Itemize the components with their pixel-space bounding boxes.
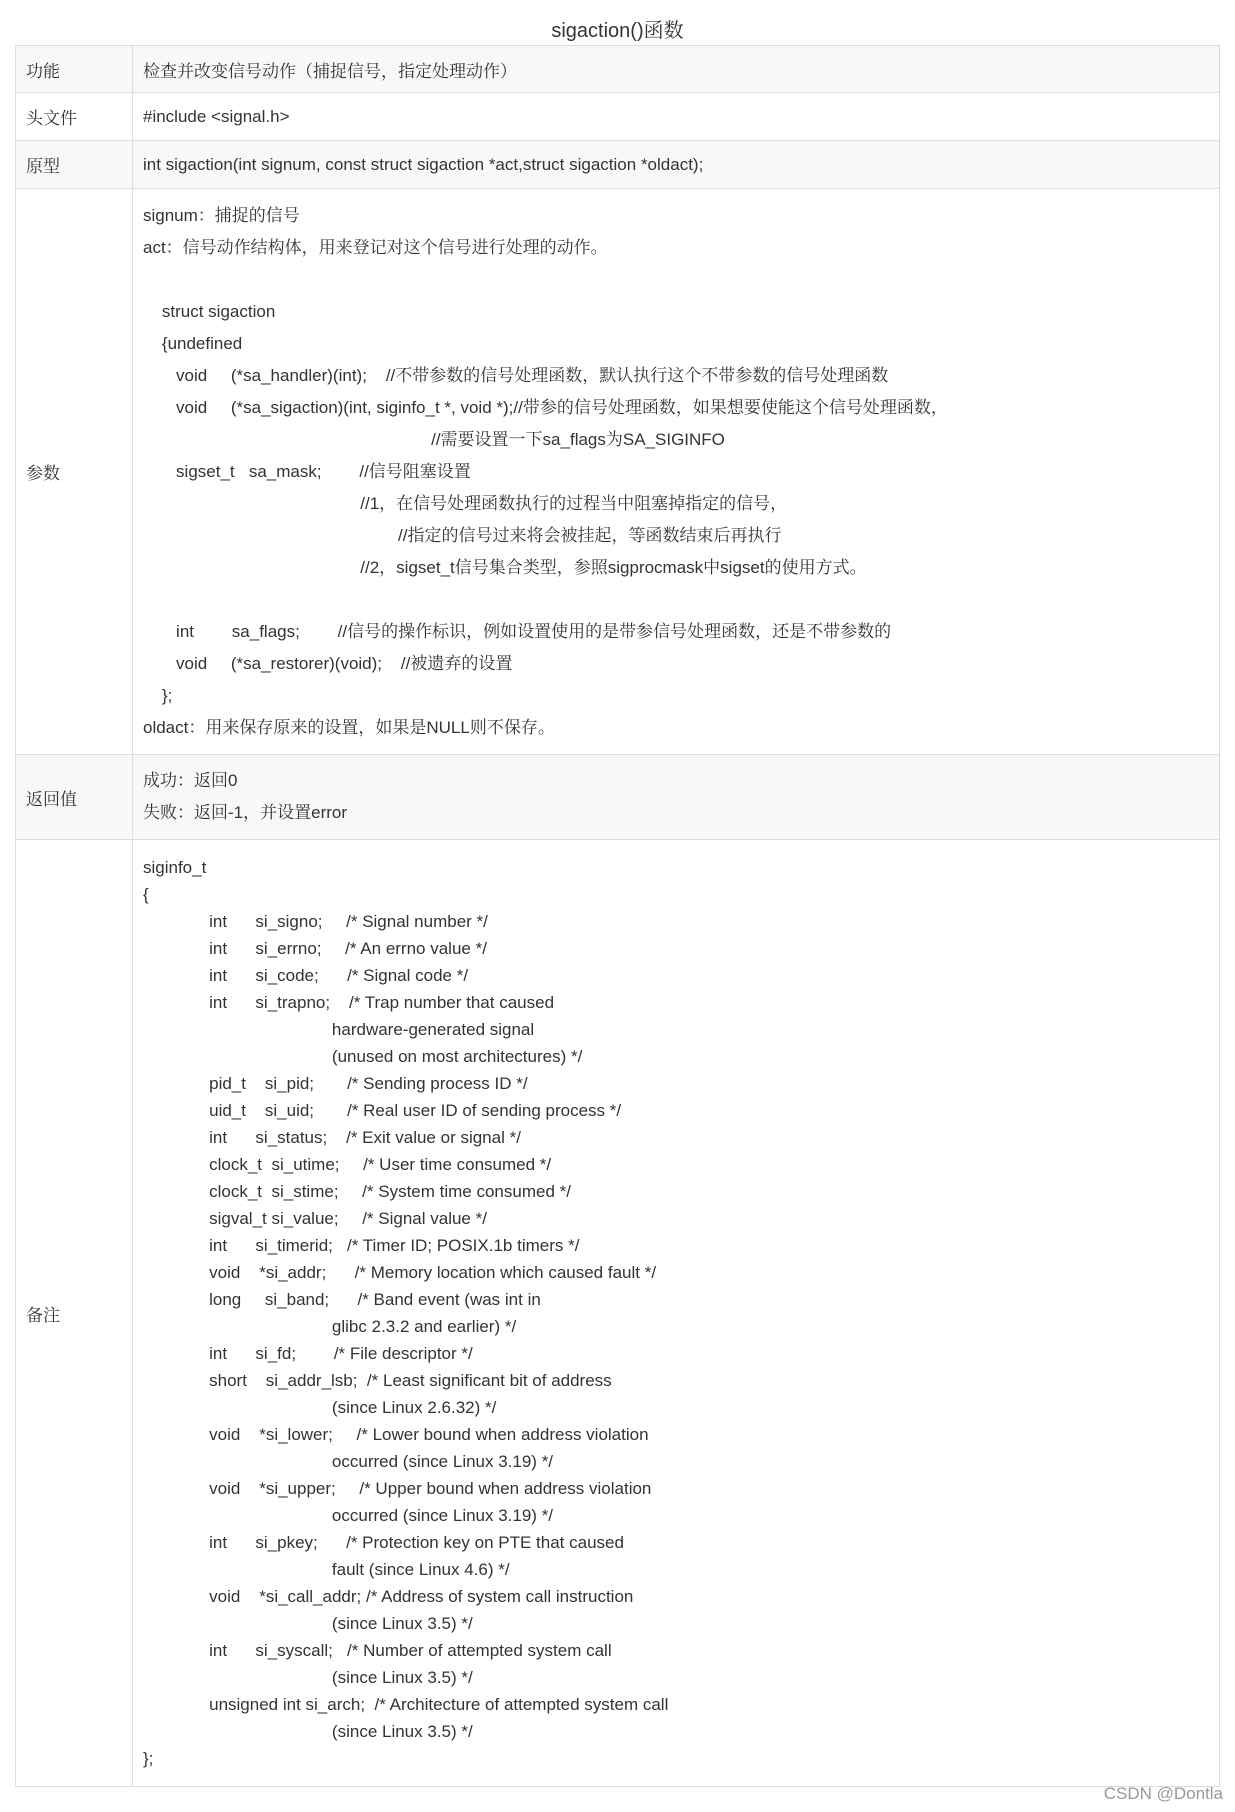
notes-line: hardware-generated signal: [143, 1020, 535, 1039]
notes-line: (unused on most architectures) */: [143, 1047, 583, 1066]
notes-line: };: [143, 1749, 154, 1768]
notes-line: siginfo_t: [143, 858, 207, 877]
notes-line: (since Linux 3.5) */: [143, 1668, 473, 1687]
return-line: 失败：返回-1，并设置error: [143, 803, 348, 822]
notes-line: int si_code; /* Signal code */: [143, 966, 469, 985]
notes-line: void *si_lower; /* Lower bound when address violation: [143, 1425, 649, 1444]
params-line: //1，在信号处理函数执行的过程当中阻塞掉指定的信号，: [143, 493, 788, 513]
notes-line: short si_addr_lsb; /* Least significant bit of address: [143, 1371, 612, 1390]
notes-line: uid_t si_uid; /* Real user ID of sending process */: [143, 1101, 622, 1120]
sigaction-table: [15, 45, 1220, 1787]
watermark: CSDN @Dontla: [1103, 1784, 1223, 1803]
notes-line: sigval_t si_value; /* Signal value */: [143, 1209, 487, 1228]
table-row-prototype: [16, 141, 1220, 189]
header-value: #include <signal.h>: [133, 93, 1220, 141]
table-row-notes: [16, 840, 1220, 1787]
notes-line: (since Linux 3.5) */: [143, 1722, 473, 1741]
params-value: [133, 189, 1220, 755]
notes-line: int si_syscall; /* Number of attempted system call: [143, 1641, 612, 1660]
notes-line: (since Linux 2.6.32) */: [143, 1398, 497, 1417]
function-value: 检查并改变信号动作（捕捉信号，指定处理动作）: [133, 46, 1220, 93]
params-key: 参数: [16, 189, 133, 755]
table-caption: sigaction()函数: [551, 20, 684, 42]
notes-line: occurred (since Linux 3.19) */: [143, 1506, 554, 1525]
notes-line: void *si_upper; /* Upper bound when address violation: [143, 1479, 652, 1498]
params-line: void (*sa_sigaction)(int, siginfo_t *, void *);//带参的信号处理函数，如果想要使能这个信号处理函数，: [143, 397, 948, 417]
params-line: signum：捕捉的信号: [143, 205, 300, 225]
params-line: int sa_flags; //信号的操作标识，例如设置使用的是带参信号处理函数，还是不带参数的: [143, 621, 892, 641]
notes-line: int si_signo; /* Signal number */: [143, 912, 488, 931]
notes-line: void *si_call_addr; /* Address of system call instruction: [143, 1587, 634, 1606]
notes-line: (since Linux 3.5) */: [143, 1614, 473, 1633]
notes-key: 备注: [16, 840, 133, 1787]
table-row-params: [16, 189, 1220, 755]
prototype-key: 原型: [16, 141, 133, 189]
params-line: oldact：用来保存原来的设置，如果是NULL则不保存。: [143, 717, 555, 737]
table-row-return: [16, 755, 1220, 840]
notes-line: unsigned int si_arch; /* Architecture of attempted system call: [143, 1695, 669, 1714]
params-line: //需要设置一下sa_flags为SA_SIGINFO: [143, 429, 725, 449]
return-value: [133, 755, 1220, 840]
notes-line: {: [143, 885, 149, 904]
prototype-value: int sigaction(int signum, const struct sigaction *act,struct sigaction *oldact);: [133, 141, 1220, 189]
notes-line: long si_band; /* Band event (was int in: [143, 1290, 541, 1309]
return-key: 返回值: [16, 755, 133, 840]
params-line: };: [143, 685, 173, 705]
notes-line: int si_status; /* Exit value or signal */: [143, 1128, 521, 1147]
notes-line: void *si_addr; /* Memory location which caused fault */: [143, 1263, 657, 1282]
params-line: [143, 584, 1209, 616]
params-line: //指定的信号过来将会被挂起，等函数结束后再执行: [143, 525, 782, 545]
notes-line: glibc 2.3.2 and earlier) */: [143, 1317, 517, 1336]
params-line: act：信号动作结构体，用来登记对这个信号进行处理的动作。: [143, 237, 608, 257]
params-line: struct sigaction: [143, 301, 276, 321]
notes-line: clock_t si_stime; /* System time consumed */: [143, 1182, 571, 1201]
notes-value: [133, 840, 1220, 1787]
notes-line: int si_trapno; /* Trap number that caused: [143, 993, 555, 1012]
notes-line: clock_t si_utime; /* User time consumed */: [143, 1155, 552, 1174]
header-key: 头文件: [16, 93, 133, 141]
params-line: //2，sigset_t信号集合类型，参照sigprocmask中sigset的使用方式。: [143, 557, 867, 577]
notes-line: occurred (since Linux 3.19) */: [143, 1452, 554, 1471]
notes-line: int si_pkey; /* Protection key on PTE that caused: [143, 1533, 624, 1552]
params-line: void (*sa_handler)(int); //不带参数的信号处理函数，默认执行这个不带参数的信号处理函数: [143, 365, 889, 385]
params-line: void (*sa_restorer)(void); //被遗弃的设置: [143, 653, 513, 673]
notes-line: int si_timerid; /* Timer ID; POSIX.1b timers */: [143, 1236, 580, 1255]
notes-line: int si_fd; /* File descriptor */: [143, 1344, 473, 1363]
notes-line: pid_t si_pid; /* Sending process ID */: [143, 1074, 528, 1093]
params-line: [143, 264, 1209, 296]
params-line: {undefined: [143, 333, 243, 353]
function-key: 功能: [16, 46, 133, 93]
notes-line: fault (since Linux 4.6) */: [143, 1560, 510, 1579]
params-line: sigset_t sa_mask; //信号阻塞设置: [143, 461, 471, 481]
return-line: 成功：返回0: [143, 771, 238, 790]
notes-line: int si_errno; /* An errno value */: [143, 939, 487, 958]
table-row-header: [16, 93, 1220, 141]
table-row-function: [16, 46, 1220, 93]
